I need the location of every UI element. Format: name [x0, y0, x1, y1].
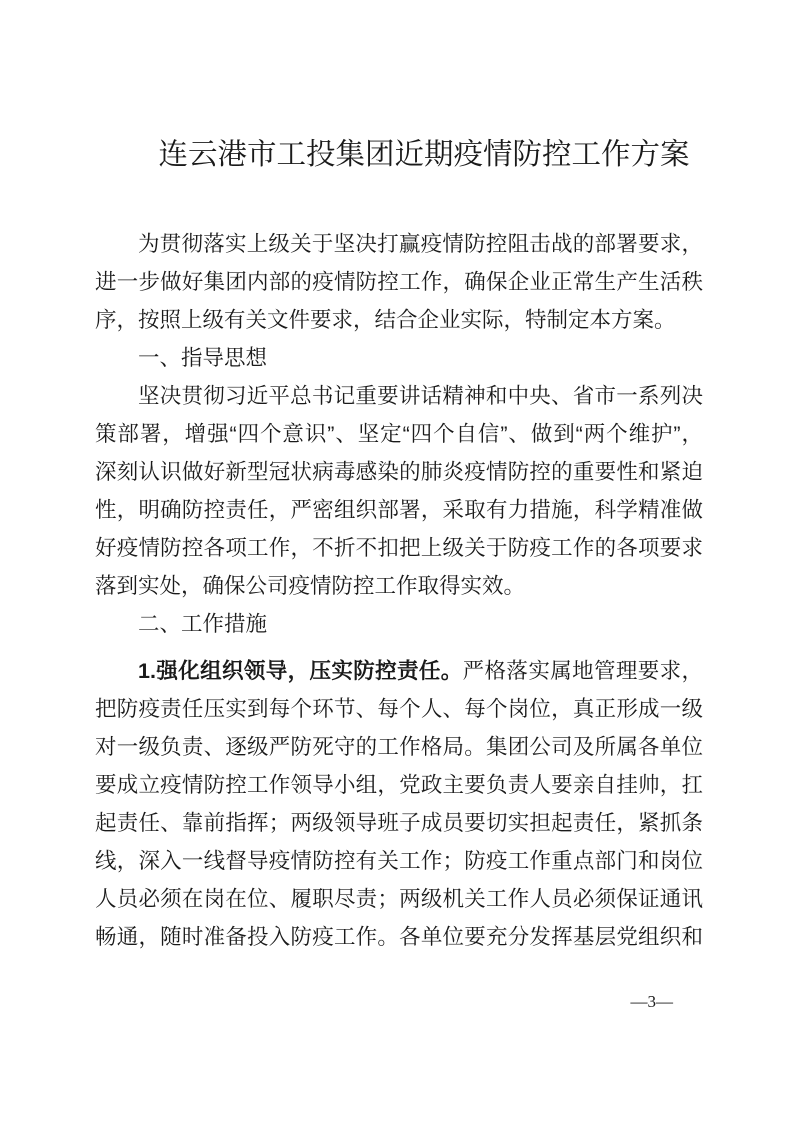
body-line: 序，按照上级有关文件要求，结合企业实际，特制定本方案。: [95, 308, 676, 332]
body-line: 策部署，增强“四个意识”、坚定“四个自信”、做到“两个维护”，: [95, 422, 703, 446]
body-line: 线，深入一线督导疫情防控有关工作；防疫工作重点部门和岗位: [95, 849, 703, 873]
body-line: 对一级负责、逐级严防死守的工作格局。集团公司及所属各单位: [95, 735, 703, 759]
body-line: 性，明确防控责任，严密组织部署，采取有力措施，科学精准做: [95, 498, 703, 522]
body-line: 把防疫责任压实到每个环节、每个人、每个岗位，真正形成一级: [95, 697, 703, 721]
body-line: 深刻认识做好新型冠状病毒感染的肺炎疫情防控的重要性和紧迫: [95, 460, 703, 484]
body-line: 落到实处，确保公司疫情防控工作取得实效。: [95, 574, 526, 598]
body-line: 坚决贯彻习近平总书记重要讲话精神和中央、省市一系列决: [138, 384, 703, 408]
body-line: 好疫情防控各项工作，不折不扣把上级关于防疫工作的各项要求: [95, 536, 703, 560]
section-heading: 一、指导思想: [138, 346, 268, 370]
body-line: 为贯彻落实上级关于坚决打赢疫情防控阻击战的部署要求，: [138, 232, 703, 256]
body-line: 人员必须在岗在位、履职尽责；两级机关工作人员必须保证通讯: [95, 887, 703, 911]
body-line: 要成立疫情防控工作领导小组，党政主要负责人要亲自挂帅，扛: [95, 773, 703, 797]
page-number: —3—: [630, 992, 673, 1011]
section-heading: 二、工作措施: [138, 612, 268, 636]
body-line: 进一步做好集团内部的疫情防控工作，确保企业正常生产生活秩: [95, 270, 703, 294]
body-line: 畅通，随时准备投入防疫工作。各单位要充分发挥基层党组织和: [95, 925, 703, 949]
body-line: [95, 652, 703, 690]
bold-run: 1.强化组织领导，压实防控责任。: [138, 659, 463, 683]
document-title: 连云港市工投集团近期疫情防控工作方案: [158, 138, 690, 171]
text-run: 严格落实属地管理要求，: [462, 659, 703, 683]
document-body: [95, 225, 703, 956]
body-line: 起责任、靠前指挥；两级领导班子成员要切实担起责任，紧抓条: [95, 811, 703, 835]
